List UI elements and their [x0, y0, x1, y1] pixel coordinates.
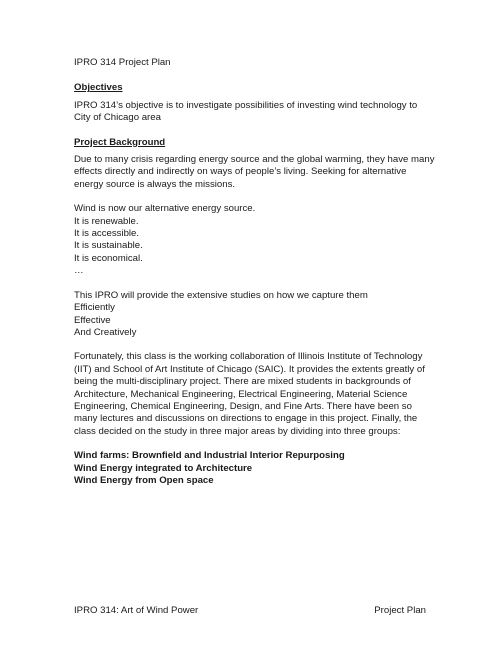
capture-line: This IPRO will provide the extensive studies on how we capture them [74, 289, 368, 301]
capture-lines [74, 290, 436, 340]
objectives-text: IPRO 314’s objective is to investigate possibilities of investing wind technology to City of Chicago area [74, 99, 418, 124]
wind-line: … [74, 265, 84, 277]
capture-line: Effective [74, 314, 111, 326]
wind-line: It is economical. [74, 252, 143, 264]
group-item: Wind farms: Brownfield and Industrial Interior Repurposing [74, 450, 345, 462]
capture-line: And Creatively [74, 326, 137, 338]
group-list [74, 450, 436, 487]
wind-line: It is sustainable. [74, 240, 143, 252]
page-footer [74, 605, 426, 617]
group-item: Wind Energy from Open space [74, 474, 214, 486]
wind-line: It is renewable. [74, 215, 139, 227]
document-title: IPRO 314 Project Plan [74, 57, 171, 68]
group-item: Wind Energy integrated to Architecture [74, 462, 253, 474]
background-heading: Project Background [74, 136, 166, 148]
wind-lines [74, 203, 436, 277]
capture-line: Efficiently [74, 302, 115, 314]
page-content [74, 57, 436, 487]
footer-right: Project Plan [374, 605, 426, 616]
background-paragraph-1: Due to many crisis regarding energy source and the global warming, they have many effects directly and indirectly on ways of people’s living. Seeking for alternative energy source is always the missions. [74, 154, 435, 190]
background-paragraph-2: Fortunately, this class is the working collaboration of Illinois Institute of Technology (IIT) and School of Art Institute of Chicago (SAIC). It provides the extents greatly of being the multi-disciplinary project. There are mixed students in backgrounds of Architecture, Mechanical Engineering, Electrical Engineering, Material Science Engineering, Chemical Engineering, Design, and Fine Arts. There have been so many lectures and discussions on directions to engage in this project. Finally, the class decided on the study in three major areas by dividing into three groups: [74, 351, 425, 437]
wind-line: Wind is now our alternative energy source. [74, 203, 256, 215]
footer-left: IPRO 314: Art of Wind Power [74, 605, 199, 616]
objectives-heading: Objectives [74, 82, 123, 94]
wind-line: It is accessible. [74, 228, 140, 240]
